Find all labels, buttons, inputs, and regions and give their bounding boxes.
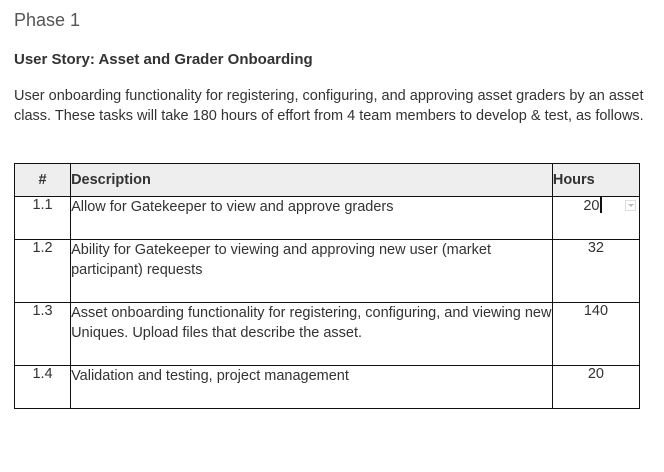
text-cursor bbox=[600, 197, 602, 213]
table-row bbox=[15, 303, 640, 366]
task-hours-cell-active[interactable] bbox=[552, 197, 639, 240]
table-row bbox=[15, 197, 640, 240]
task-hours-cell[interactable]: 140 bbox=[552, 303, 639, 366]
task-description-cell[interactable]: Ability for Gatekeeper to viewing and approving new user (market participant) requests bbox=[71, 240, 553, 303]
task-hours-value: 20 bbox=[583, 198, 600, 214]
task-hours-cell[interactable]: 20 bbox=[552, 366, 639, 409]
task-description-cell[interactable]: Allow for Gatekeeper to view and approve graders bbox=[71, 197, 553, 240]
task-description-cell[interactable]: Asset onboarding functionality for registering, configuring, and viewing new Uniques. Upload files that describe the asset. bbox=[71, 303, 553, 366]
user-story-title: User Story: Asset and Grader Onboarding bbox=[14, 51, 313, 68]
chevron-down-icon[interactable] bbox=[625, 200, 636, 211]
table-row bbox=[15, 240, 640, 303]
header-number[interactable]: # bbox=[15, 164, 71, 197]
hours-value-wrapper bbox=[583, 198, 602, 214]
phase-title: Phase 1 bbox=[14, 10, 81, 30]
header-hours[interactable]: Hours bbox=[552, 164, 639, 197]
table-header-row bbox=[15, 164, 640, 197]
task-number-cell[interactable]: 1.3 bbox=[15, 303, 71, 366]
user-story-description: User onboarding functionality for registering, configuring, and approving asset graders by an asset class. These tasks will take 180 hours of effort from 4 team members to develop & test, as follows. bbox=[14, 88, 644, 124]
task-description-cell[interactable]: Validation and testing, project management bbox=[71, 366, 553, 409]
header-description[interactable]: Description bbox=[71, 164, 553, 197]
task-hours-cell[interactable]: 32 bbox=[552, 240, 639, 303]
task-number-cell[interactable]: 1.1 bbox=[15, 197, 71, 240]
table-row bbox=[15, 366, 640, 409]
task-number-cell[interactable]: 1.2 bbox=[15, 240, 71, 303]
task-number-cell[interactable]: 1.4 bbox=[15, 366, 71, 409]
tasks-table bbox=[14, 163, 640, 409]
